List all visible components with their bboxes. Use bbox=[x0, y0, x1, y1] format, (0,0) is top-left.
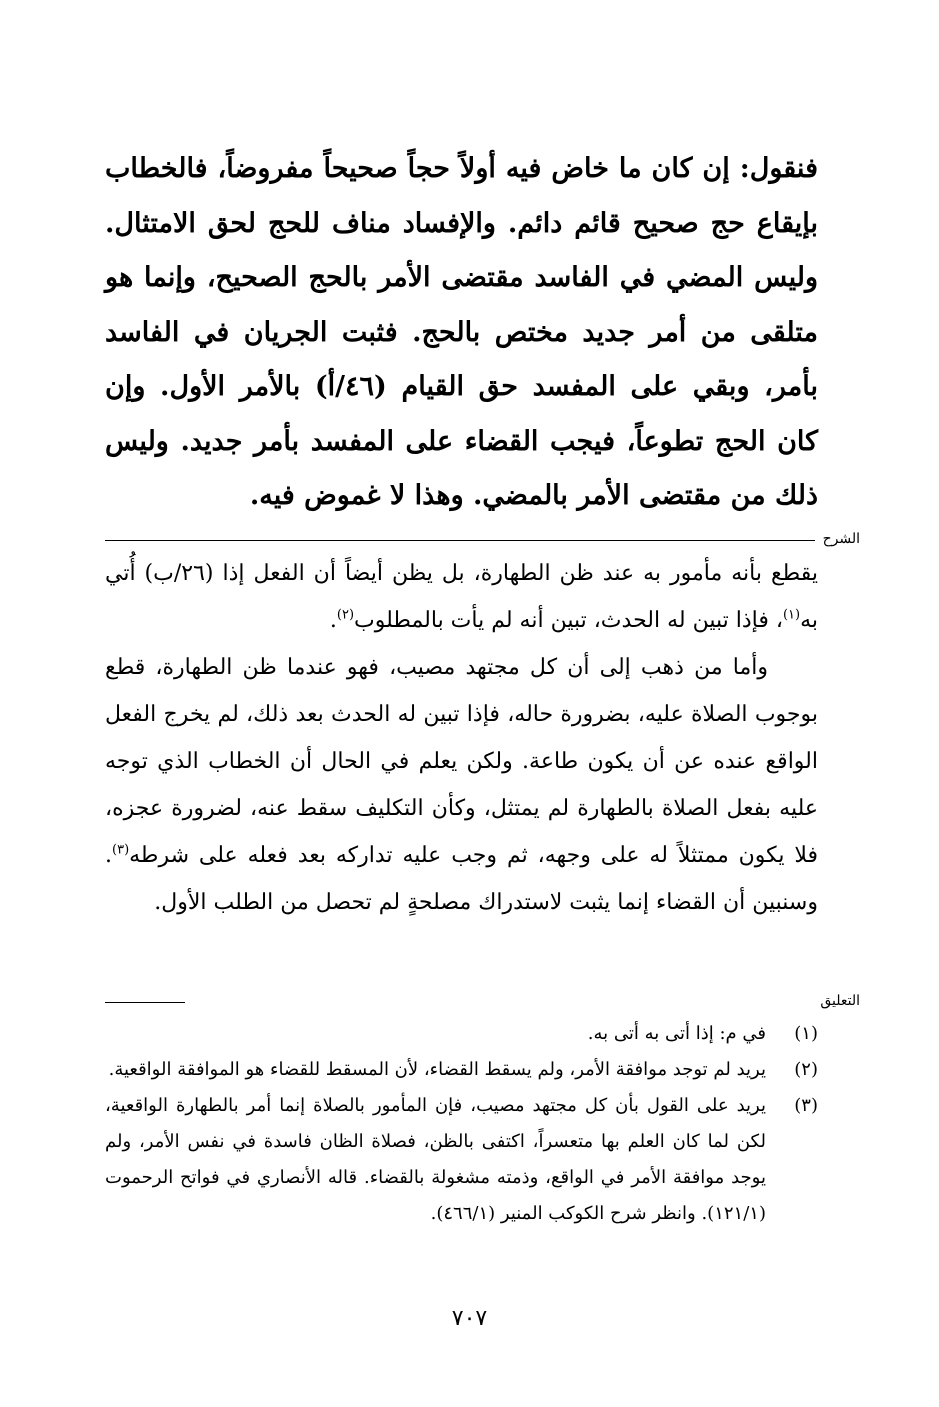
sharh-p2-text-a: وأما من ذهب إلى أن كل مجتهد مصيب، فهو عندما ظن الطهارة، قطع بوجوب الصلاة عليه، بضرورة حاله، فإذا تبين له الحدث بعد ذلك، لم يخرج الفعل الواقع عنده عن أن يكون طاعة. ولكن يعلم في الحال أن الخطاب الذي توجه عليه بفعل الصلاة بالطهارة لم يمتثل، وكأن التكليف سقط عنه، لضرورة عجزه، فلا يكون ممتثلاً له على وجهه، ثم وجب عليه تداركه بعد فعله على شرطه bbox=[105, 655, 818, 868]
footnote-text: يريد لم توجد موافقة الأمر، ولم يسقط القضاء، لأن المسقط للقضاء هو الموافقة الواقعية. bbox=[108, 1059, 766, 1080]
footnote-ref-1: (١) bbox=[782, 607, 801, 623]
sharh-section bbox=[105, 550, 818, 926]
sharh-p1-text-b: ، فإذا تبين له الحدث، تبين أنه لم يأت بالمطلوب bbox=[354, 608, 783, 633]
footnote-2 bbox=[105, 1052, 818, 1088]
footnote-number: (٣) bbox=[794, 1095, 818, 1116]
footnote-number: (١) bbox=[794, 1023, 818, 1044]
footnote-number: (٢) bbox=[794, 1059, 818, 1080]
sharh-label: الشرح bbox=[822, 531, 860, 547]
footnote-1 bbox=[105, 1016, 818, 1052]
sharh-divider bbox=[105, 540, 815, 541]
notes-divider bbox=[105, 1002, 185, 1003]
main-paragraph: فنقول: إن كان ما خاض فيه أولاً حجاً صحيحاً مفروضاً، فالخطاب بإيقاع حج صحيح قائم دائم. والإفساد مناف للحج لحق الامتثال. وليس المضي في الفاسد مقتضى الأمر بالحج الصحيح، وإنما هو متلقى من أمر جديد مختص بالحج. فثبت الجريان في الفاسد بأمر، وبقي على المفسد حق القيام (٤٦/أ) بالأمر الأول. وإن كان الحج تطوعاً، فيجب القضاء على المفسد بأمر جديد. وليس ذلك من مقتضى الأمر بالمضي. وهذا لا غموض فيه. bbox=[105, 153, 818, 511]
footnote-3 bbox=[105, 1088, 818, 1232]
footnote-text: يريد على القول بأن كل مجتهد مصيب، فإن المأمور بالصلاة إنما أمر بالطهارة الواقعية، لكن لما كان العلم بها متعسراً، اكتفى بالظن، فصلاة الظان فاسدة في نفس الأمر، ولم يوجد موافقة الأمر في الواقع، وذمته مشغولة بالقضاء. قاله الأنصاري في فواتح الرحموت (١٢١/١). وانظر شرح الكوكب المنير (٤٦٦/١). bbox=[105, 1095, 766, 1224]
footnote-ref-3: (٣) bbox=[112, 842, 130, 858]
notes-header bbox=[105, 992, 860, 1012]
page-number: ٧٠٧ bbox=[451, 1306, 488, 1331]
notes-label: التعليق bbox=[820, 993, 860, 1009]
sharh-p1-text-c: . bbox=[329, 608, 337, 633]
footnote-ref-2: (٢) bbox=[336, 607, 355, 623]
footnotes bbox=[105, 1016, 818, 1232]
sharh-p1-text-a: يقطع بأنه مأمور به عند ظن الطهارة، بل يظن أيضاً أن الفعل إذا (٢٦/ب) أُتي به bbox=[105, 561, 818, 633]
sharh-p2-text-b: . وسنبين أن القضاء إنما يثبت لاستدراك مصلحةٍ لم تحصل من الطلب الأول. bbox=[105, 843, 818, 915]
footnote-text: في م: إذا أتى به أتى به. bbox=[587, 1023, 766, 1044]
sharh-paragraph-1 bbox=[105, 550, 818, 644]
sharh-header bbox=[105, 530, 860, 550]
sharh-paragraph-2 bbox=[105, 644, 818, 926]
main-text bbox=[105, 142, 818, 524]
